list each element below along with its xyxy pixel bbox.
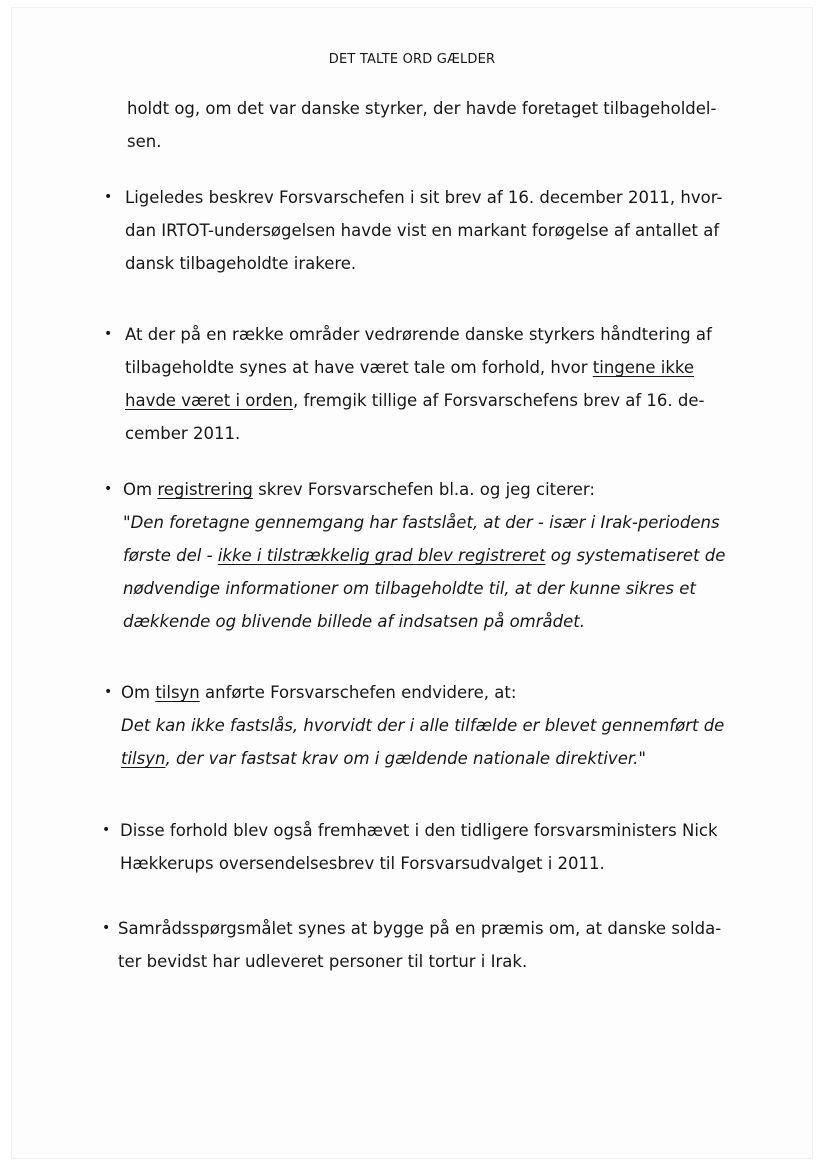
text-line: Hækkerups oversendelsesbrev til Forsvarsudvalget i 2011. (120, 854, 605, 873)
quote-line: Det kan ikke fastslås, hvorvidt der i alle tilfælde er blevet gennemført de (121, 716, 725, 735)
underlined-text: tilsyn (155, 683, 200, 702)
bullet-icon: • (102, 822, 111, 838)
text-line: Ligeledes beskrev Forsvarschefen i sit brev af 16. december 2011, hvor- (125, 188, 723, 207)
bullet-icon: • (104, 189, 113, 205)
bullet-paragraph-handling (125, 318, 712, 450)
text-line (125, 384, 712, 417)
text-line: sen. (127, 132, 162, 151)
bullet-icon: • (102, 920, 111, 936)
continuation-paragraph (127, 92, 716, 158)
text-line: Samrådsspørgsmålet synes at bygge på en præmis om, at danske solda- (118, 919, 722, 938)
text-line: cember 2011. (125, 424, 241, 443)
text-line: Disse forhold blev også fremhævet i den tidligere forsvarsministers Nick (120, 821, 718, 840)
quote-line: dækkende og blivende billede af indsatsen på området. (123, 612, 585, 631)
text-line: holdt og, om det var danske styrker, der havde foretaget tilbageholdel- (127, 99, 717, 118)
bullet-icon: • (104, 684, 113, 700)
text-segment: skrev Forsvarschefen bl.a. og jeg citerer: (252, 480, 595, 499)
bullet-paragraph-supervision (121, 676, 724, 775)
text-segment: anførte Forsvarschefen endvidere, at: (199, 683, 517, 702)
bullet-icon: • (104, 326, 113, 342)
bullet-paragraph-registration (123, 473, 725, 638)
bullet-paragraph-premise (118, 912, 721, 978)
text-line: ter bevidst har udleveret personer til tortur i Irak. (118, 952, 528, 971)
text-segment: Om (121, 683, 156, 702)
text-segment: og systematiseret de (545, 546, 726, 565)
document-page (12, 8, 812, 1158)
text-segment: , der var fastsat krav om i gældende nationale direktiver." (165, 749, 646, 768)
quote-line: nødvendige informationer om tilbageholdte til, at der kunne sikres et (123, 579, 696, 598)
quote-line (121, 742, 724, 775)
underlined-text: havde været i orden (125, 391, 293, 410)
text-segment: tilbageholdte synes at have været tale om forhold, hvor (125, 358, 593, 377)
text-line: dan IRTOT-undersøgelsen havde vist en markant forøgelse af antallet af (125, 221, 720, 240)
quote-line: "Den foretagne gennemgang har fastslået, at der - især i Irak-periodens (123, 513, 720, 532)
underlined-text: tingene ikke (592, 358, 695, 377)
text-line (123, 473, 725, 506)
bullet-paragraph-irtot (125, 181, 722, 280)
bullet-icon: • (104, 481, 113, 497)
text-line (121, 676, 724, 709)
text-segment: , fremgik tillige af Forsvarschefens brev af 16. de- (292, 391, 705, 410)
text-line: At der på en række områder vedrørende danske styrkers håndtering af (125, 325, 712, 344)
underlined-text: tilsyn (121, 749, 166, 768)
text-segment: første del - (123, 546, 218, 565)
underlined-text: registrering (157, 480, 253, 499)
bullet-paragraph-minister-letter (120, 814, 718, 880)
quote-line (123, 539, 725, 572)
text-segment: Om (123, 480, 158, 499)
text-line (125, 351, 712, 384)
page-header: DET TALTE ORD GÆLDER (328, 52, 496, 67)
underlined-text: ikke i tilstrækkelig grad blev registreret (217, 546, 546, 565)
text-line: dansk tilbageholdte irakere. (125, 254, 357, 273)
